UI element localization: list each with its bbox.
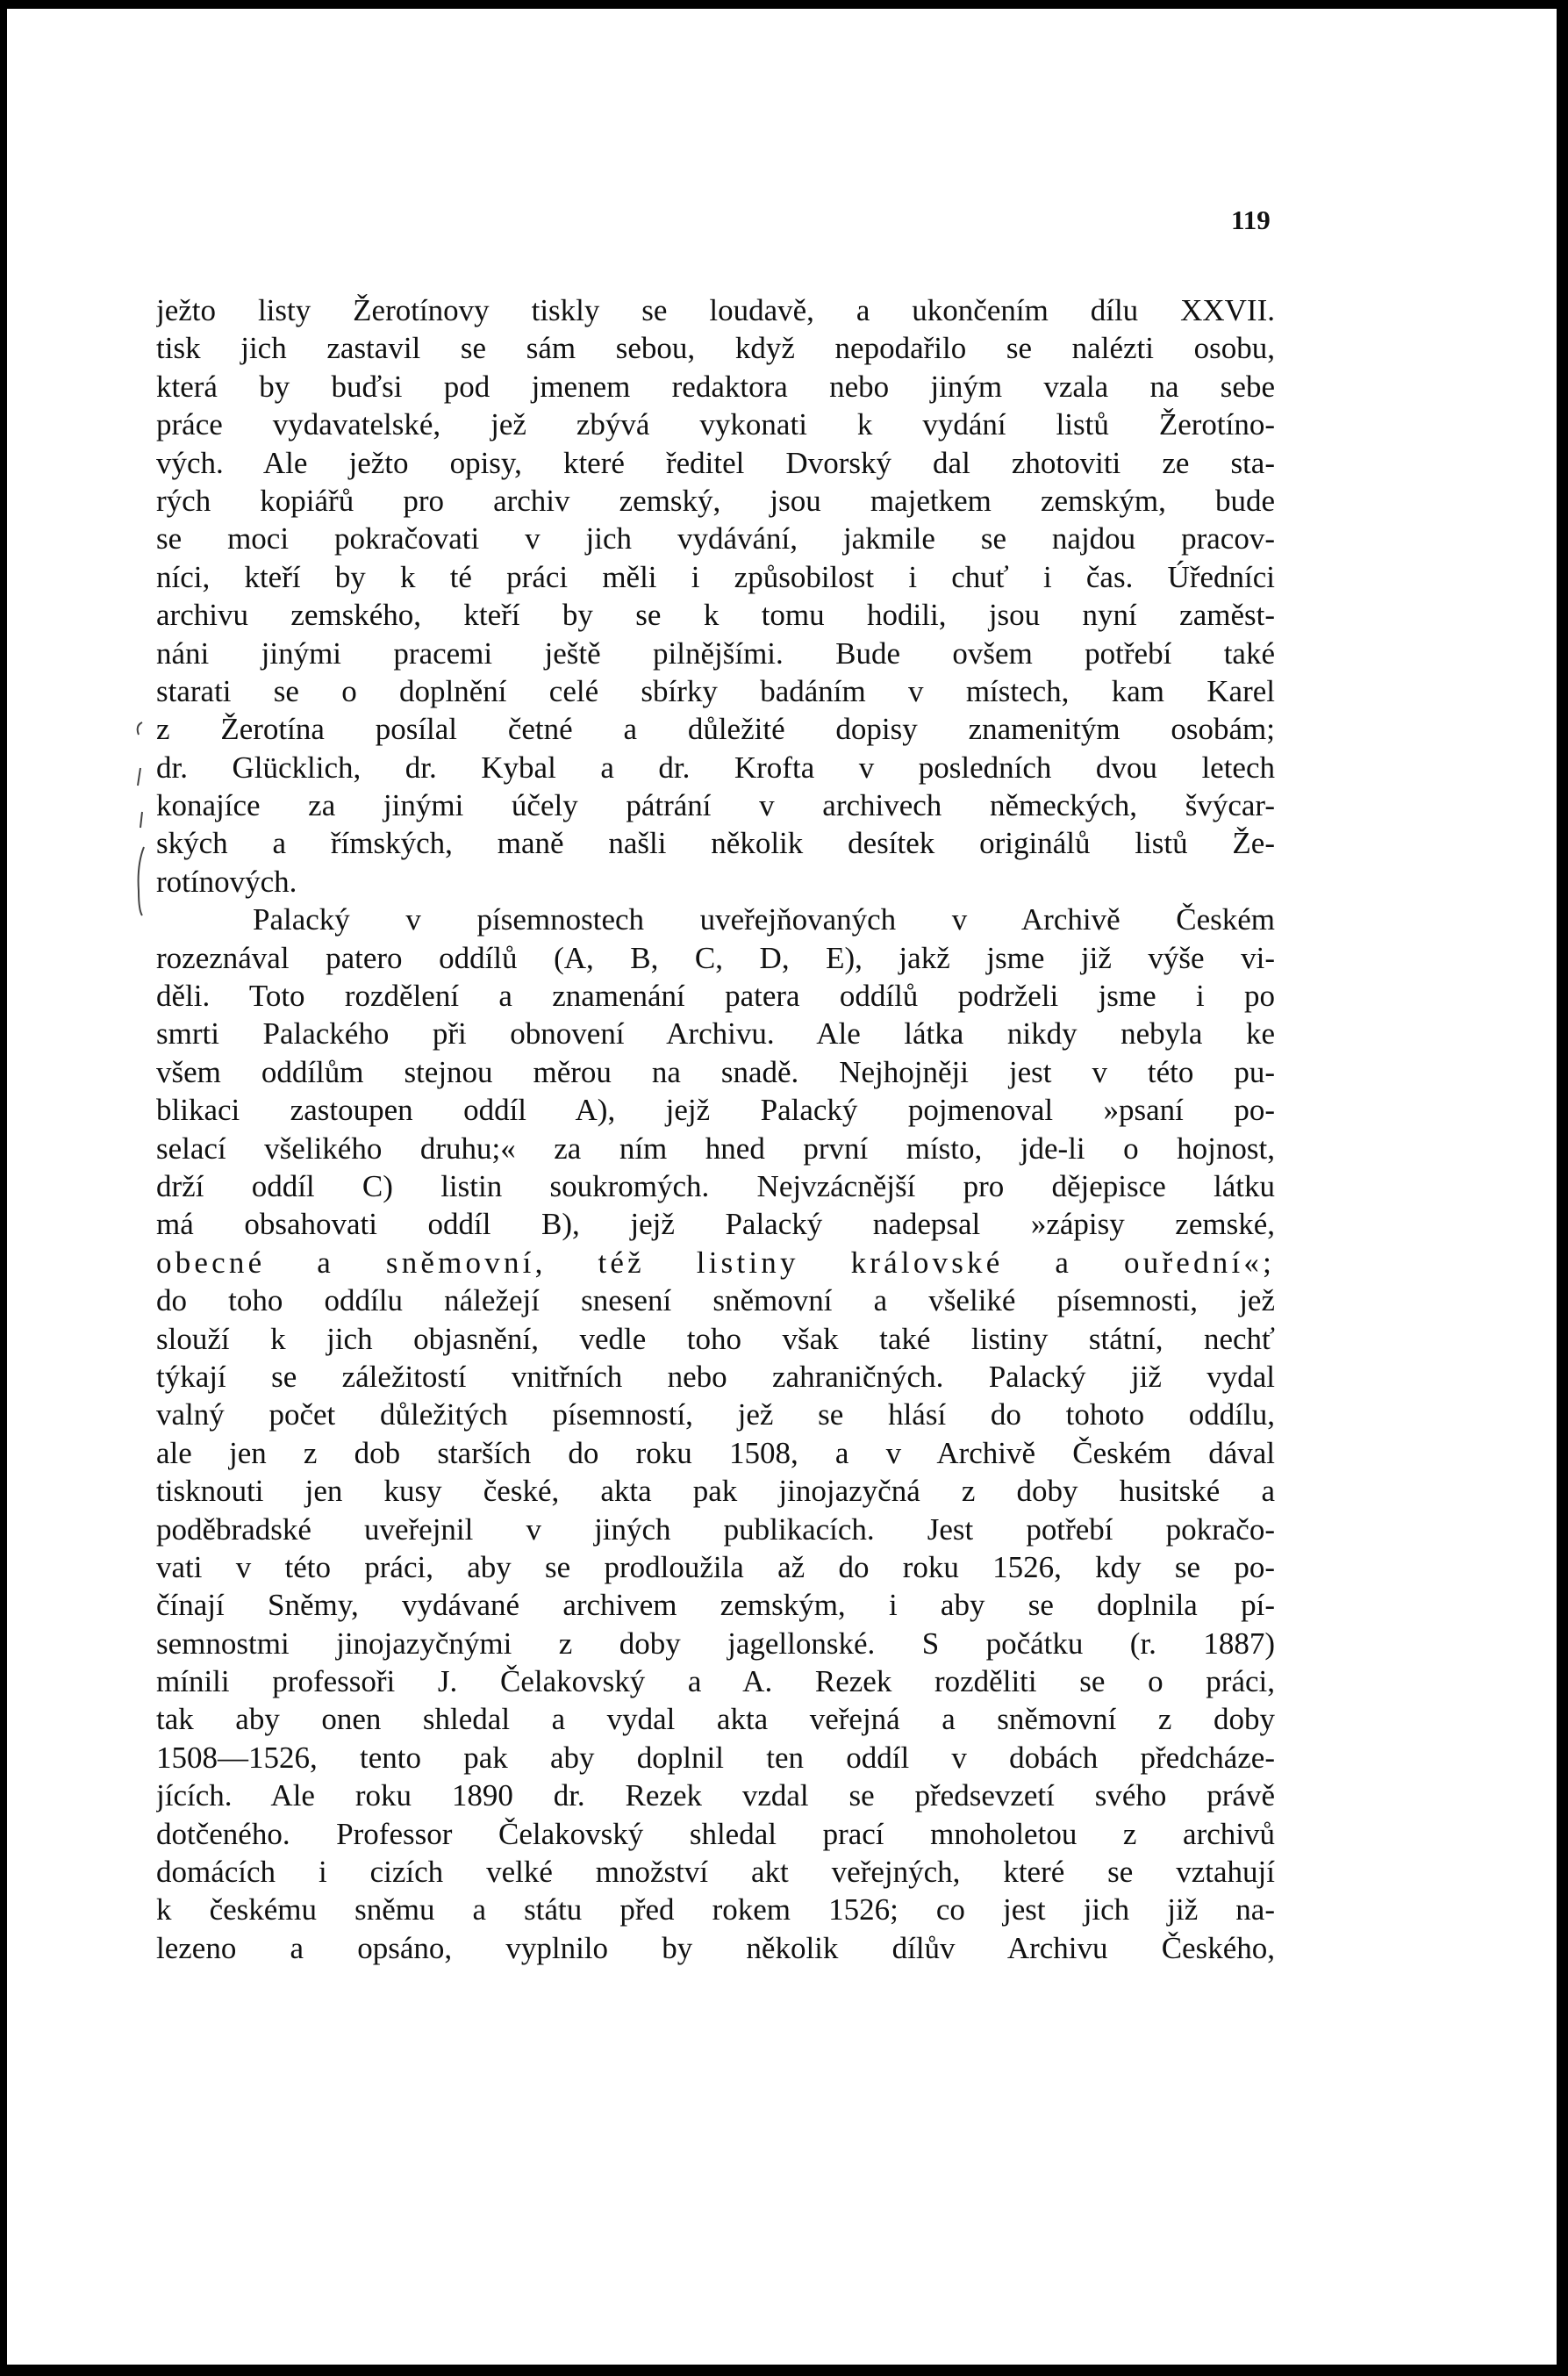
text-line: se moci pokračovati v jich vydávání, jakmile se najdou pracov- <box>156 521 1275 556</box>
text-line: z Žerotína posílal četné a důležité dopisy znamenitým osobám; <box>156 712 1275 747</box>
text-line: má obsahovati oddíl B), jejž Palacký nadepsal »zápisy zemské, <box>156 1207 1275 1242</box>
text-line: vých. Ale ježto opisy, které ředitel Dvorský dal zhotoviti ze sta- <box>156 445 1275 480</box>
text-line: poděbradské uveřejnil v jiných publikacích. Jest potřebí pokračo- <box>156 1511 1275 1547</box>
document-page <box>7 9 1557 2365</box>
paragraph-1 <box>156 291 1275 901</box>
page-number: 119 <box>1231 205 1271 235</box>
text-line: selací všelikého druhu;« za ním hned první místo, jde-li o hojnost, <box>156 1131 1275 1166</box>
text-line: práce vydavatelské, jež zbývá vykonati k vydání listů Žerotíno- <box>156 407 1275 442</box>
text-line: starati se o doplnění celé sbírky badáním v místech, kam Karel <box>156 673 1275 708</box>
margin-bracket-mark <box>130 715 149 917</box>
text-line: rých kopiářů pro archiv zemský, jsou majetkem zemským, bude <box>156 483 1275 518</box>
text-line: tisk jich zastavil se sám sebou, když nepodařilo se nalézti osobu, <box>156 331 1275 366</box>
text-line: semnostmi jinojazyčnými z doby jagellonské. S počátku (r. 1887) <box>156 1626 1275 1661</box>
text-line: dr. Glücklich, dr. Kybal a dr. Krofta v posledních dvou letech <box>156 750 1275 785</box>
text-line: k českému sněmu a státu před rokem 1526; co jest jich již na- <box>156 1892 1275 1927</box>
text-line: ale jen z dob starších do roku 1508, a v Archivě Českém dával <box>156 1435 1275 1470</box>
text-line: konajíce za jinými účely pátrání v archivech německých, švýcar- <box>156 788 1275 823</box>
text-line: jících. Ale roku 1890 dr. Rezek vzdal se předsevzetí svého právě <box>156 1778 1275 1813</box>
text-line: blikaci zastoupen oddíl A), jejž Palacký pojmenoval »psaní po- <box>156 1093 1275 1128</box>
text-line: dotčeného. Professor Čelakovský shledal prací mnoholetou z archivů <box>156 1816 1275 1851</box>
text-line: ježto listy Žerotínovy tiskly se loudavě, a ukončením dílu XXVII. <box>156 293 1275 327</box>
text-line: Palacký v písemnostech uveřejňovaných v Archivě Českém <box>253 902 1275 937</box>
text-line: rozeznával patero oddílů (A, B, C, D, E), jakž jsme již výše vi- <box>156 940 1275 975</box>
text-line: která by buďsi pod jmenem redaktora nebo jiným vzala na sebe <box>156 369 1275 404</box>
text-line: děli. Toto rozdělení a znamenání patera oddílů podrželi jsme i po <box>156 979 1275 1014</box>
text-line: obecné a sněmovní, též listiny královské a ouřední«; <box>156 1245 1275 1280</box>
text-line: domácích i cizích velké množství akt veřejných, které se vztahují <box>156 1855 1275 1890</box>
text-line: do toho oddílu náležejí snesení sněmovní a všeliké písemnosti, jež <box>156 1283 1275 1318</box>
text-line: ských a římských, maně našli několik desítek originálů listů Že- <box>156 826 1275 861</box>
text-line: týkají se záležitostí vnitřních nebo zahraničných. Palacký již vydal <box>156 1359 1275 1394</box>
paragraph-2 <box>156 901 1275 1967</box>
text-line: náni jinými pracemi ještě pilnějšími. Bude ovšem potřebí také <box>156 635 1275 671</box>
text-line: mínili professoři J. Čelakovský a A. Rezek rozděliti se o práci, <box>156 1664 1275 1699</box>
text-line: níci, kteří by k té práci měli i způsobilost i chuť i čas. Úředníci <box>156 559 1275 594</box>
text-line: rotínových. <box>156 864 297 899</box>
text-line: archivu zemského, kteří by se k tomu hodili, jsou nyní zaměst- <box>156 598 1275 633</box>
text-line: drží oddíl C) listin soukromých. Nejvzácnější pro dějepisce látku <box>156 1168 1275 1203</box>
text-line: všem oddílům stejnou měrou na snadě. Nejhojněji jest v této pu- <box>156 1054 1275 1089</box>
text-line: slouží k jich objasnění, vedle toho však také listiny státní, nechť <box>156 1321 1275 1356</box>
text-line: tak aby onen shledal a vydal akta veřejná a sněmovní z doby <box>156 1702 1275 1737</box>
body-text <box>156 291 1275 1967</box>
text-line: lezeno a opsáno, vyplnilo by několik dílův Archivu Českého, <box>156 1930 1275 1965</box>
text-line: tisknouti jen kusy české, akta pak jinojazyčná z doby husitské a <box>156 1474 1275 1509</box>
text-line: čínají Sněmy, vydávané archivem zemským, i aby se doplnila pí- <box>156 1588 1275 1623</box>
text-line: 1508—1526, tento pak aby doplnil ten oddíl v dobách předcháze- <box>156 1740 1275 1775</box>
text-line: vati v této práci, aby se prodloužila až do roku 1526, kdy se po- <box>156 1549 1275 1584</box>
text-line: smrti Palackého při obnovení Archivu. Ale látka nikdy nebyla ke <box>156 1016 1275 1052</box>
text-line: valný počet důležitých písemností, jež se hlásí do tohoto oddílu, <box>156 1397 1275 1432</box>
